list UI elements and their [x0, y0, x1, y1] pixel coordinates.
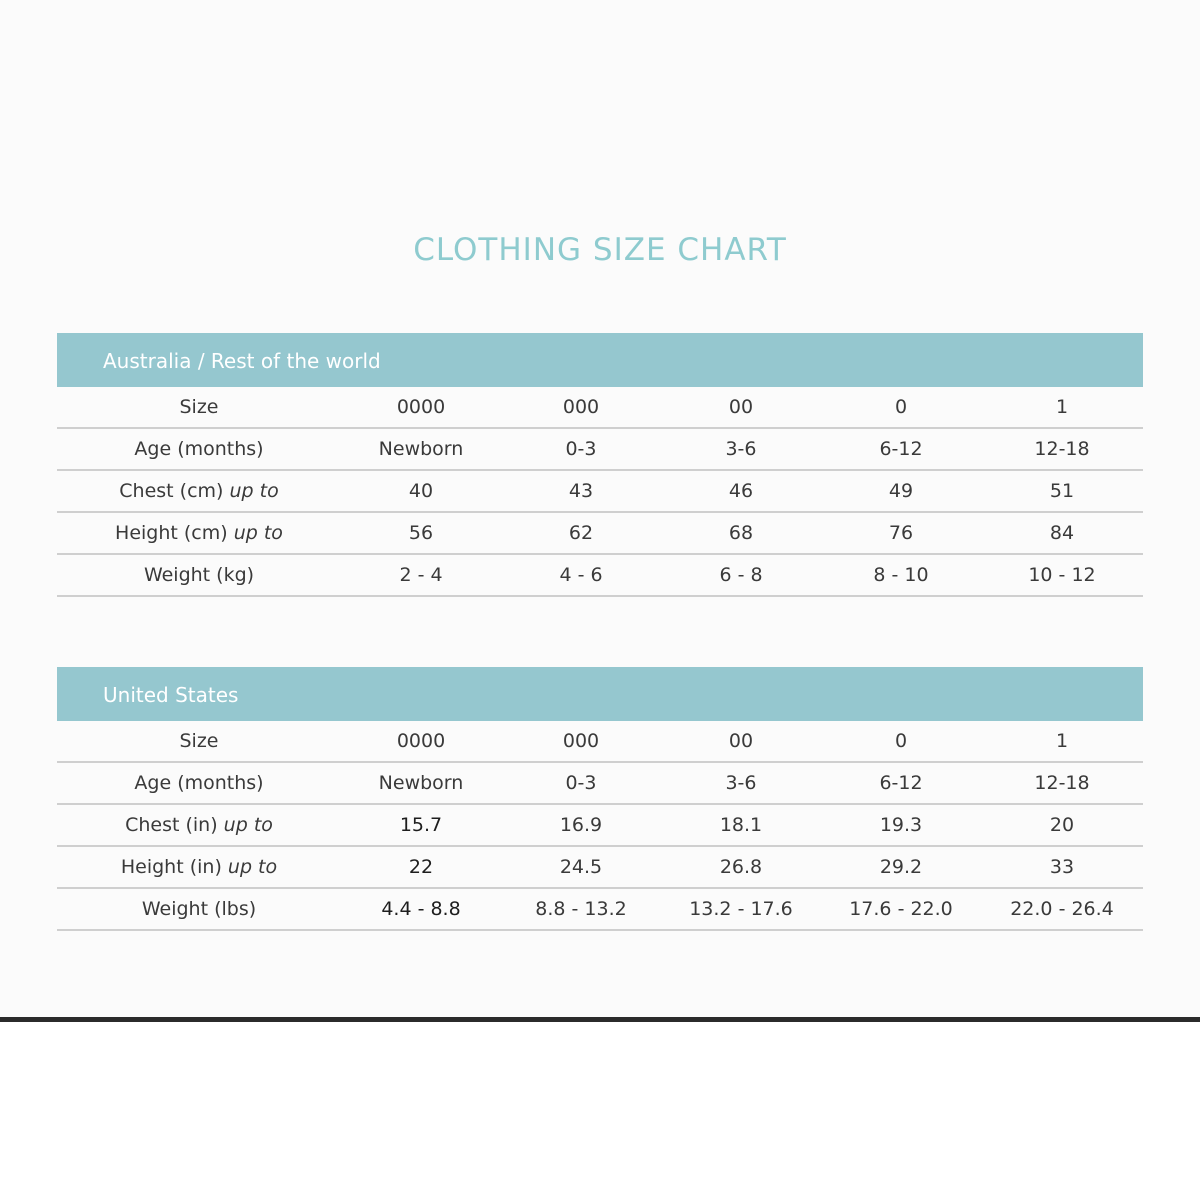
table-cell: 40: [408, 480, 434, 502]
table-cell: 16.9: [559, 814, 603, 836]
size-table-united-states: [57, 667, 1143, 931]
table-cell: 0-3: [565, 772, 597, 794]
table-cell: 76: [888, 522, 914, 544]
table-row-weight: [57, 555, 1143, 597]
row-label: Size: [179, 730, 219, 752]
table-row-size: [57, 387, 1143, 429]
table-cell: 26.8: [719, 856, 763, 878]
table-cell: 6 - 8: [719, 564, 763, 586]
table-cell: 43: [568, 480, 594, 502]
table-cell: 46: [728, 480, 754, 502]
table-row-chest: [57, 805, 1143, 847]
table-cell: 51: [1049, 480, 1075, 502]
table-row-age: [57, 429, 1143, 471]
table-cell: 84: [1049, 522, 1075, 544]
size-table-australia: [57, 333, 1143, 597]
row-label: Weight (kg): [143, 564, 255, 586]
table-cell: 3-6: [725, 772, 757, 794]
table-cell: 12-18: [1034, 438, 1090, 460]
table-cell: 56: [408, 522, 434, 544]
table-cell: 6-12: [879, 772, 923, 794]
table-cell: 0-3: [565, 438, 597, 460]
row-label: Age (months): [134, 772, 264, 794]
row-label: Height (in) up to: [120, 856, 278, 878]
table-cell: Newborn: [378, 772, 464, 794]
row-label: Chest (cm) up to: [119, 480, 279, 502]
table-cell: 0000: [396, 730, 446, 752]
row-label: Size: [179, 396, 219, 418]
table-row-weight: [57, 889, 1143, 931]
table-cell: 12-18: [1034, 772, 1090, 794]
table-cell: 10 - 12: [1028, 564, 1096, 586]
table-cell: 000: [562, 396, 600, 418]
row-label: Height (cm) up to: [115, 522, 283, 544]
table-cell: 00: [728, 730, 754, 752]
table-cell: 8 - 10: [873, 564, 929, 586]
table-row-age: [57, 763, 1143, 805]
row-label: Age (months): [134, 438, 264, 460]
table-cell: 0: [894, 396, 908, 418]
table-cell: 24.5: [559, 856, 603, 878]
table-cell: 15.7: [399, 814, 443, 836]
table-cell: 4 - 6: [559, 564, 603, 586]
bottom-edge-bar: [0, 1017, 1200, 1022]
section-heading: Australia / Rest of the world: [57, 333, 1143, 387]
table-cell: 49: [888, 480, 914, 502]
table-cell: 000: [562, 730, 600, 752]
table-cell: 6-12: [879, 438, 923, 460]
row-label: Weight (lbs): [141, 898, 257, 920]
section-heading: United States: [57, 667, 1143, 721]
table-row-height: [57, 513, 1143, 555]
table-cell: 00: [728, 396, 754, 418]
table-cell: 0000: [396, 396, 446, 418]
table-cell: 29.2: [879, 856, 923, 878]
table-cell: 8.8 - 13.2: [535, 898, 627, 920]
table-cell: 68: [728, 522, 754, 544]
table-cell: 1: [1055, 396, 1069, 418]
table-cell: 17.6 - 22.0: [849, 898, 953, 920]
table-cell: 20: [1049, 814, 1075, 836]
table-row-chest: [57, 471, 1143, 513]
table-cell: 13.2 - 17.6: [689, 898, 793, 920]
table-row-size: [57, 721, 1143, 763]
page-title: CLOTHING SIZE CHART: [413, 232, 787, 268]
table-cell: Newborn: [378, 438, 464, 460]
table-cell: 22: [408, 856, 434, 878]
table-cell: 0: [894, 730, 908, 752]
table-cell: 3-6: [725, 438, 757, 460]
table-row-height: [57, 847, 1143, 889]
table-cell: 19.3: [879, 814, 923, 836]
table-cell: 62: [568, 522, 594, 544]
table-cell: 18.1: [719, 814, 763, 836]
table-cell: 33: [1049, 856, 1075, 878]
table-cell: 4.4 - 8.8: [381, 898, 461, 920]
row-label: Chest (in) up to: [125, 814, 273, 836]
table-cell: 22.0 - 26.4: [1010, 898, 1114, 920]
table-cell: 2 - 4: [399, 564, 443, 586]
table-cell: 1: [1055, 730, 1069, 752]
